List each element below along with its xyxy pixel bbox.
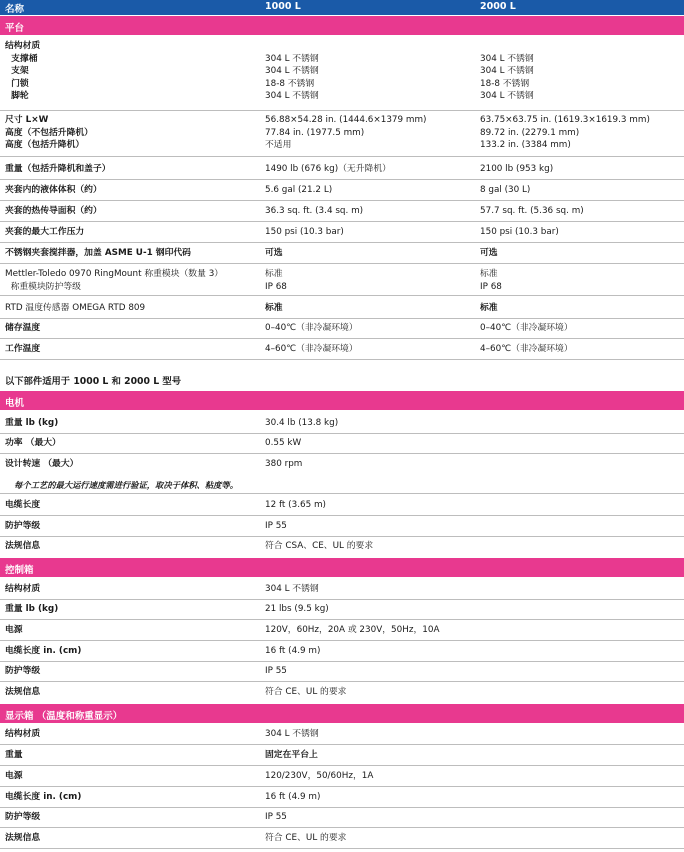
row-value-2000l: 304 L 不锈钢 304 L 不锈钢 18-8 不锈钢 304 L 不锈钢 <box>480 53 534 101</box>
row-label: 结构材质 <box>5 584 41 594</box>
table-row <box>0 624 684 641</box>
section-platform <box>0 16 684 35</box>
row-label: 结构材质 <box>5 729 41 739</box>
row-value-2000l: 标准 <box>480 303 498 313</box>
table-row <box>0 40 684 111</box>
row-value: IP 55 <box>265 812 287 822</box>
row-label: 夹套的热传导面积（约） <box>5 206 102 216</box>
row-label: 电源 <box>5 771 23 781</box>
table-row <box>0 686 684 702</box>
row-value: 固定在平台上 <box>265 750 318 760</box>
table-row <box>0 343 684 360</box>
table-row <box>0 791 684 808</box>
row-label: 防护等级 <box>5 521 41 531</box>
row-value-2000l: 63.75×63.75 in. (1619.3×1619.3 mm) 89.72 in. (2279.1 mm) 133.2 in. (3384 mm) <box>480 115 650 150</box>
row-value: 符合 CE、UL 的要求 <box>265 833 347 843</box>
row-label: 法规信息 <box>5 541 41 551</box>
header-1000l: 1000 L <box>265 1 301 12</box>
row-value: 304 L 不锈钢 <box>265 584 319 594</box>
table-row <box>0 417 684 434</box>
table-row <box>0 184 684 201</box>
row-label: 夹套的最大工作压力 <box>5 227 85 237</box>
table-row <box>0 645 684 662</box>
row-value-2000l: 8 gal (30 L) <box>480 185 531 195</box>
applies-note: 以下部件适用于 1000 L 和 2000 L 型号 <box>5 376 181 387</box>
row-label: 防护等级 <box>5 666 41 676</box>
row-label: 结构材质 支撑桶 支架 门锁 脚轮 <box>5 41 41 101</box>
table-row <box>0 583 684 600</box>
table-row <box>0 520 684 537</box>
row-value: 21 lbs (9.5 kg) <box>265 604 329 614</box>
section-title: 平台 <box>5 23 25 34</box>
row-label: 电缆长度 <box>5 500 41 510</box>
row-label: 功率 （最大） <box>5 438 61 448</box>
row-value-2000l: 标准 IP 68 <box>480 269 502 292</box>
row-value: 120V，60Hz，20A 或 230V，50Hz，10A <box>265 625 440 635</box>
table-row <box>0 163 684 180</box>
row-value-1000l: 1490 lb (676 kg)（无升降机） <box>265 164 391 174</box>
row-label: 尺寸 L×W 高度（不包括升降机） 高度（包括升降机） <box>5 115 93 150</box>
row-value: 30.4 lb (13.8 kg) <box>265 418 339 428</box>
row-value-2000l: 4–60℃（非冷凝环境） <box>480 344 573 354</box>
section-title: 控制箱 <box>5 565 34 576</box>
row-label: 夹套内的液体体积（约） <box>5 185 102 195</box>
header-2000l: 2000 L <box>480 1 516 12</box>
table-row <box>0 811 684 828</box>
table-row <box>0 832 684 849</box>
row-value: 380 rpm <box>265 459 303 469</box>
row-label: 储存温度 <box>5 323 41 333</box>
row-label: 法规信息 <box>5 687 41 697</box>
row-label: 电缆长度 in. (cm) <box>5 792 82 802</box>
row-value-1000l: 4–60℃（非冷凝环境） <box>265 344 358 354</box>
table-row <box>0 437 684 454</box>
row-value: 16 ft (4.9 m) <box>265 792 321 802</box>
table-row <box>0 749 684 766</box>
section-display-box <box>0 704 684 723</box>
row-value-2000l: 150 psi (10.3 bar) <box>480 227 559 237</box>
speed-note: 每个工艺的最大运行速度需进行验证，取决于体积、粘度等。 <box>14 480 239 490</box>
row-label: 重量 lb (kg) <box>5 604 59 614</box>
table-row <box>0 114 684 157</box>
row-value: 16 ft (4.9 m) <box>265 646 321 656</box>
row-value-1000l: 0–40℃（非冷凝环境） <box>265 323 358 333</box>
row-label: 重量 <box>5 750 23 760</box>
row-value: IP 55 <box>265 521 287 531</box>
table-row <box>0 268 684 296</box>
row-label: 法规信息 <box>5 833 41 843</box>
table-row <box>0 226 684 243</box>
row-label: 电源 <box>5 625 23 635</box>
row-value: 符合 CSA、CE、UL 的要求 <box>265 541 374 551</box>
row-value-1000l: 150 psi (10.3 bar) <box>265 227 344 237</box>
table-row <box>0 665 684 682</box>
row-value: IP 55 <box>265 666 287 676</box>
table-row <box>0 205 684 222</box>
table-row <box>0 458 684 494</box>
row-value-1000l: 标准 IP 68 <box>265 269 287 292</box>
table-row <box>0 540 684 556</box>
row-label: 电缆长度 in. (cm) <box>5 646 82 656</box>
row-label: 防护等级 <box>5 812 41 822</box>
table-row <box>0 603 684 620</box>
section-title: 电机 <box>5 398 25 409</box>
row-value: 12 ft (3.65 m) <box>265 500 326 510</box>
row-label: 设计转速 （最大） <box>5 459 79 469</box>
row-value-1000l: 5.6 gal (21.2 L) <box>265 185 333 195</box>
row-value-2000l: 57.7 sq. ft. (5.36 sq. m) <box>480 206 584 216</box>
table-row <box>0 499 684 516</box>
section-title: 显示箱 （温度和称重显示） <box>5 711 123 722</box>
table-header <box>0 0 684 15</box>
row-value-1000l: 标准 <box>265 303 283 313</box>
row-value-2000l: 可选 <box>480 248 498 258</box>
section-motor <box>0 391 684 410</box>
table-row <box>0 302 684 319</box>
row-value-2000l: 2100 lb (953 kg) <box>480 164 554 174</box>
row-value: 304 L 不锈钢 <box>265 729 319 739</box>
row-value: 符合 CE、UL 的要求 <box>265 687 347 697</box>
table-row <box>0 770 684 787</box>
row-value-1000l: 可选 <box>265 248 283 258</box>
table-row <box>0 322 684 339</box>
table-row <box>0 247 684 264</box>
row-value-2000l: 0–40℃（非冷凝环境） <box>480 323 573 333</box>
row-label: 重量 lb (kg) <box>5 418 59 428</box>
row-value: 120/230V，50/60Hz，1A <box>265 771 374 781</box>
row-label: Mettler-Toledo 0970 RingMount 称重模块（数量 3） 称重模块防护等级 <box>5 269 224 292</box>
header-name: 名称 <box>5 4 25 15</box>
section-control-box <box>0 558 684 577</box>
row-label: 不锈钢夹套搅拌器，加盖 ASME U-1 钢印代码 <box>5 248 191 258</box>
row-label: 工作温度 <box>5 344 41 354</box>
row-value-1000l: 304 L 不锈钢 304 L 不锈钢 18-8 不锈钢 304 L 不锈钢 <box>265 53 319 101</box>
row-value: 0.55 kW <box>265 438 302 448</box>
table-row <box>0 728 684 745</box>
row-value-1000l: 36.3 sq. ft. (3.4 sq. m) <box>265 206 364 216</box>
row-label: RTD 温度传感器 OMEGA RTD 809 <box>5 303 146 313</box>
row-value-1000l: 56.88×54.28 in. (1444.6×1379 mm) 77.84 in. (1977.5 mm) 不适用 <box>265 115 427 150</box>
row-label: 重量（包括升降机和盖子） <box>5 164 111 174</box>
